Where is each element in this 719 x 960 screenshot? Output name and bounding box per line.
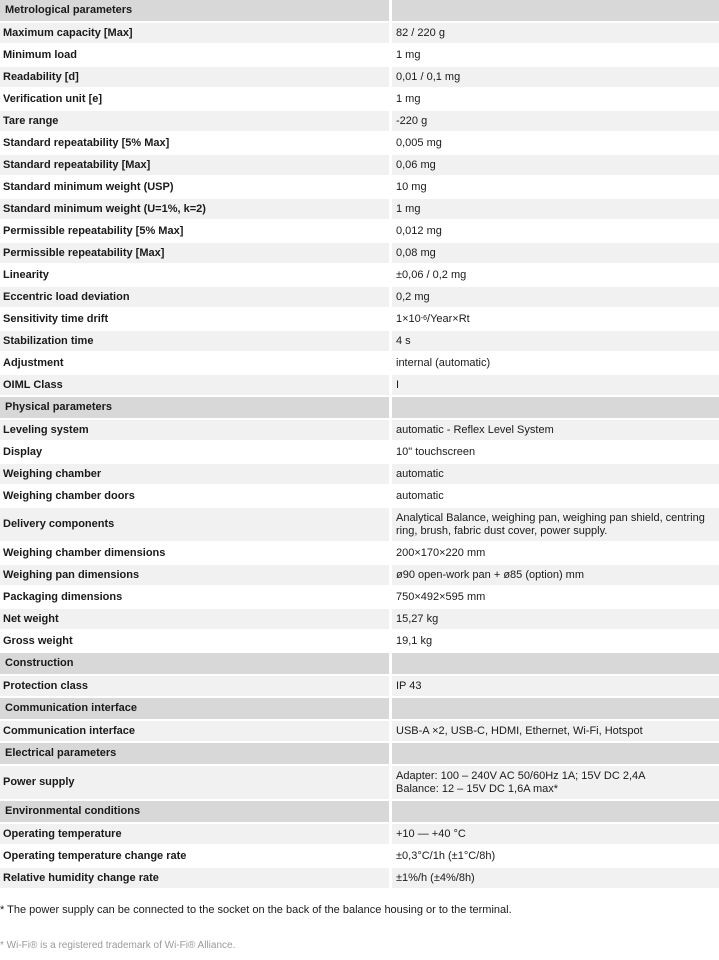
param-label: Standard minimum weight (USP) bbox=[0, 177, 389, 197]
param-label: Gross weight bbox=[0, 631, 389, 651]
param-value: 200×170×220 mm bbox=[392, 543, 719, 563]
param-value: 82 / 220 g bbox=[392, 23, 719, 43]
table-row bbox=[0, 486, 719, 506]
param-label: Standard repeatability [Max] bbox=[0, 155, 389, 175]
table-row bbox=[0, 89, 719, 109]
section-title-blank bbox=[392, 397, 719, 418]
section-title-blank bbox=[392, 653, 719, 674]
param-value: USB-A ×2, USB-C, HDMI, Ethernet, Wi-Fi, Hotspot bbox=[392, 721, 719, 741]
param-value: 0,01 / 0,1 mg bbox=[392, 67, 719, 87]
param-label: Maximum capacity [Max] bbox=[0, 23, 389, 43]
param-value: Analytical Balance, weighing pan, weighing pan shield, centring ring, brush, fabric dust cover, power supply. bbox=[392, 508, 719, 541]
table-row bbox=[0, 824, 719, 844]
param-value: automatic bbox=[392, 486, 719, 506]
section-title: Environmental conditions bbox=[0, 801, 389, 822]
param-value: 1 mg bbox=[392, 199, 719, 219]
param-label: Packaging dimensions bbox=[0, 587, 389, 607]
table-row bbox=[0, 67, 719, 87]
section-header-physical bbox=[0, 397, 719, 418]
param-value: 0,2 mg bbox=[392, 287, 719, 307]
table-row bbox=[0, 155, 719, 175]
table-row bbox=[0, 609, 719, 629]
power-supply-footnote: * The power supply can be connected to the socket on the back of the balance housing or to the terminal. bbox=[0, 904, 512, 916]
param-label: Verification unit [e] bbox=[0, 89, 389, 109]
table-row bbox=[0, 766, 719, 799]
section-header-environmental bbox=[0, 801, 719, 822]
param-label: Communication interface bbox=[0, 721, 389, 741]
table-row bbox=[0, 353, 719, 373]
param-value: 10 mg bbox=[392, 177, 719, 197]
param-value: 19,1 kg bbox=[392, 631, 719, 651]
param-label: Leveling system bbox=[0, 420, 389, 440]
param-value: ±1%/h (±4%/8h) bbox=[392, 868, 719, 888]
section-header-metrological bbox=[0, 0, 719, 21]
section-title-blank bbox=[392, 743, 719, 764]
param-label: Permissible repeatability [Max] bbox=[0, 243, 389, 263]
table-row bbox=[0, 199, 719, 219]
param-label: Operating temperature change rate bbox=[0, 846, 389, 866]
section-title-blank bbox=[392, 801, 719, 822]
param-label: Power supply bbox=[0, 766, 389, 799]
param-label: Protection class bbox=[0, 676, 389, 696]
param-label: Delivery components bbox=[0, 508, 389, 541]
table-row bbox=[0, 676, 719, 696]
param-value: 1 mg bbox=[392, 89, 719, 109]
param-label: Readability [d] bbox=[0, 67, 389, 87]
param-value: 1×10 -6 /Year×Rt bbox=[392, 309, 719, 329]
section-title: Physical parameters bbox=[0, 397, 389, 418]
table-row bbox=[0, 565, 719, 585]
param-value: ø90 open-work pan + ø85 (option) mm bbox=[392, 565, 719, 585]
param-value: internal (automatic) bbox=[392, 353, 719, 373]
param-value bbox=[392, 766, 719, 799]
param-value: 0,005 mg bbox=[392, 133, 719, 153]
param-label: Permissible repeatability [5% Max] bbox=[0, 221, 389, 241]
table-row bbox=[0, 442, 719, 462]
section-title: Metrological parameters bbox=[0, 0, 389, 21]
param-value: 1 mg bbox=[392, 45, 719, 65]
table-row bbox=[0, 721, 719, 741]
param-label: Linearity bbox=[0, 265, 389, 285]
param-value: I bbox=[392, 375, 719, 395]
section-header-electrical bbox=[0, 743, 719, 764]
param-label: Operating temperature bbox=[0, 824, 389, 844]
table-row bbox=[0, 868, 719, 888]
trademark-notice: * Wi-Fi® is a registered trademark of Wi-Fi® Alliance. bbox=[0, 940, 236, 951]
param-label: Weighing pan dimensions bbox=[0, 565, 389, 585]
param-label: Weighing chamber dimensions bbox=[0, 543, 389, 563]
param-value: 0,06 mg bbox=[392, 155, 719, 175]
table-row bbox=[0, 587, 719, 607]
param-label: Adjustment bbox=[0, 353, 389, 373]
table-row bbox=[0, 45, 719, 65]
param-value: IP 43 bbox=[392, 676, 719, 696]
param-label: Tare range bbox=[0, 111, 389, 131]
param-label: Standard repeatability [5% Max] bbox=[0, 133, 389, 153]
param-value: 15,27 kg bbox=[392, 609, 719, 629]
param-label: Stabilization time bbox=[0, 331, 389, 351]
table-row bbox=[0, 420, 719, 440]
param-label: Standard minimum weight (U=1%, k=2) bbox=[0, 199, 389, 219]
value-unit: /Year×Rt bbox=[427, 312, 470, 325]
section-header-communication bbox=[0, 698, 719, 719]
table-row bbox=[0, 111, 719, 131]
table-row bbox=[0, 543, 719, 563]
table-row bbox=[0, 375, 719, 395]
param-value: +10 — +40 °C bbox=[392, 824, 719, 844]
param-label: Display bbox=[0, 442, 389, 462]
section-title: Electrical parameters bbox=[0, 743, 389, 764]
value-base: 1×10 bbox=[396, 312, 421, 325]
table-row bbox=[0, 243, 719, 263]
param-value: 750×492×595 mm bbox=[392, 587, 719, 607]
param-label: Sensitivity time drift bbox=[0, 309, 389, 329]
table-row bbox=[0, 177, 719, 197]
table-row bbox=[0, 331, 719, 351]
section-title-blank bbox=[392, 0, 719, 21]
param-value: ±0,06 / 0,2 mg bbox=[392, 265, 719, 285]
table-row bbox=[0, 133, 719, 153]
param-label: Net weight bbox=[0, 609, 389, 629]
table-row bbox=[0, 287, 719, 307]
table-row bbox=[0, 508, 719, 541]
param-value: 0,08 mg bbox=[392, 243, 719, 263]
param-value: -220 g bbox=[392, 111, 719, 131]
param-value: automatic - Reflex Level System bbox=[392, 420, 719, 440]
table-row bbox=[0, 265, 719, 285]
param-value: 10" touchscreen bbox=[392, 442, 719, 462]
param-value: automatic bbox=[392, 464, 719, 484]
param-label: Minimum load bbox=[0, 45, 389, 65]
table-row bbox=[0, 23, 719, 43]
table-row bbox=[0, 846, 719, 866]
param-label: Eccentric load deviation bbox=[0, 287, 389, 307]
param-label: Weighing chamber bbox=[0, 464, 389, 484]
param-value: ±0,3°C/1h (±1°C/8h) bbox=[392, 846, 719, 866]
section-header-construction bbox=[0, 653, 719, 674]
section-title-blank bbox=[392, 698, 719, 719]
param-label: Relative humidity change rate bbox=[0, 868, 389, 888]
table-row bbox=[0, 221, 719, 241]
section-title: Construction bbox=[0, 653, 389, 674]
table-row bbox=[0, 464, 719, 484]
section-title: Communication interface bbox=[0, 698, 389, 719]
power-supply-balance: Balance: 12 – 15V DC 1,6A max* bbox=[396, 782, 559, 795]
param-value: 0,012 mg bbox=[392, 221, 719, 241]
power-supply-adapter: Adapter: 100 – 240V AC 50/60Hz 1A; 15V DC 2,4A bbox=[396, 769, 646, 782]
table-row bbox=[0, 631, 719, 651]
table-row bbox=[0, 309, 719, 329]
param-label: OIML Class bbox=[0, 375, 389, 395]
param-value: 4 s bbox=[392, 331, 719, 351]
param-label: Weighing chamber doors bbox=[0, 486, 389, 506]
